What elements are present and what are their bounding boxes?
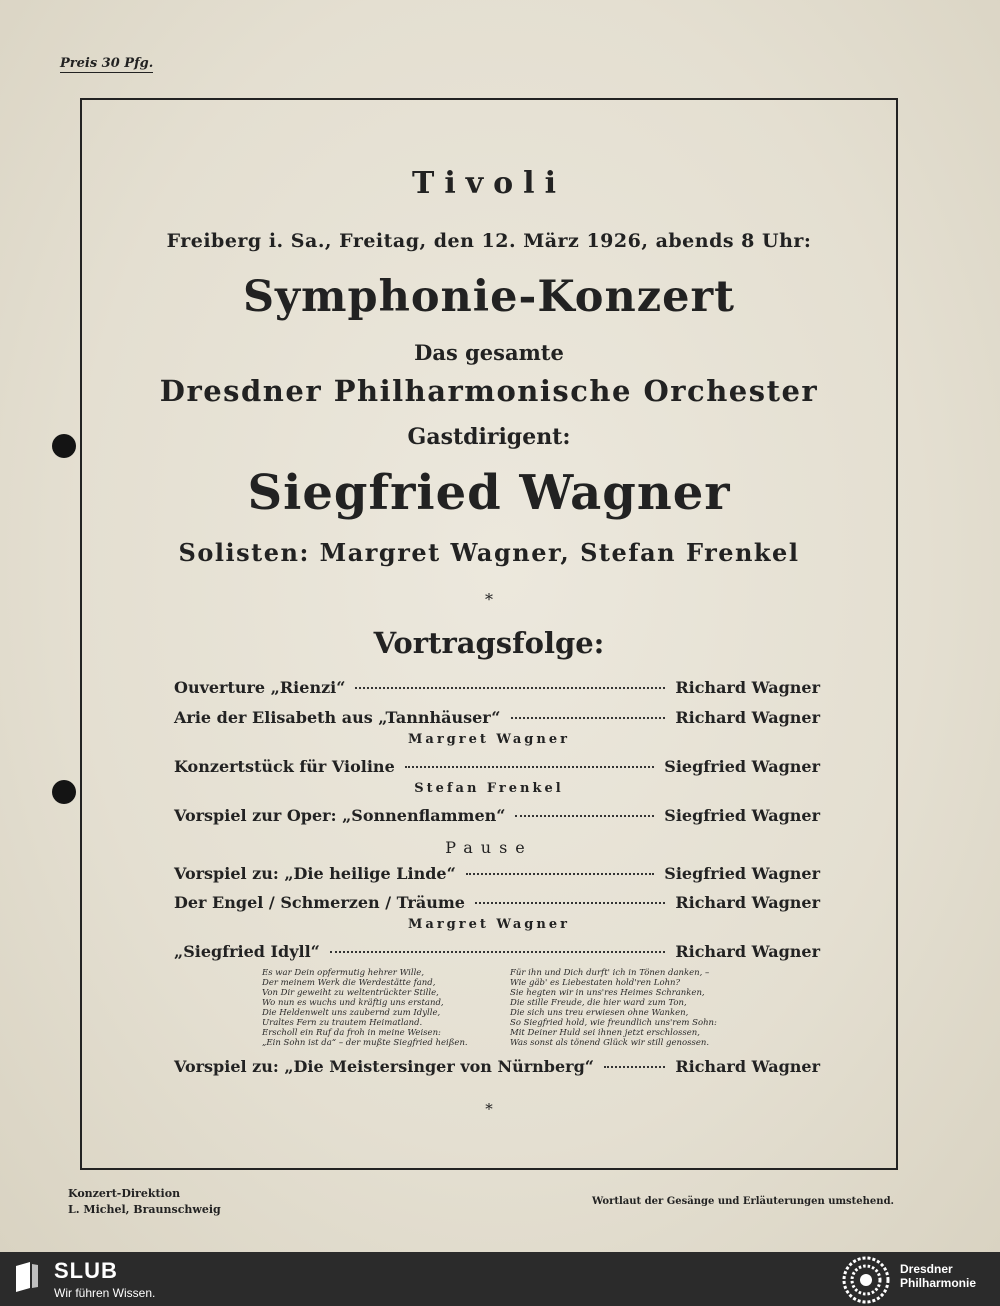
poem-line: Wo nun es wuchs und kräftig uns erstand, (262, 998, 444, 1008)
dot-leader (515, 815, 654, 817)
program-item (174, 864, 820, 883)
program-item-composer: Richard Wagner (675, 1057, 820, 1076)
venue-title: Tivoli (412, 166, 566, 201)
direction-line: L. Michel, Braunschweig (68, 1203, 221, 1216)
poem-line: Es war Dein opfermutig hehrer Wille, (262, 968, 425, 978)
slub-slogan: Wir führen Wissen. (54, 1286, 156, 1300)
footer-note: Wortlaut der Gesänge und Erläuterungen umstehend. (592, 1196, 895, 1207)
slub-name[interactable]: SLUB (54, 1258, 118, 1283)
program-item (174, 757, 820, 776)
program-item-title: Konzertstück für Violine (174, 757, 395, 776)
date-line: Freiberg i. Sa., Freitag, den 12. März 1926, abends 8 Uhr: (166, 230, 812, 252)
poem-line: Die sich uns treu erwiesen ohne Wanken, (510, 1008, 689, 1018)
poem-right (510, 968, 717, 1048)
program-item (174, 678, 820, 697)
dot-leader (405, 766, 655, 768)
direction-line: Konzert-Direktion (68, 1187, 181, 1200)
program-title: Vortragsfolge: (373, 626, 605, 660)
performer-line: Stefan Frenkel (414, 781, 564, 796)
punch-hole-top (52, 434, 76, 458)
poem-line: So Siegfried hold, wie freundlich uns'rem Sohn: (510, 1018, 717, 1028)
poem-line: Der meinem Werk die Werdestätte fand, (262, 978, 436, 988)
philharmonie-line: Dresdner (900, 1262, 953, 1276)
program-item-title: Vorspiel zur Oper: „Sonnenflammen“ (174, 806, 506, 825)
program-item (174, 708, 820, 727)
poem-line: Von Dir geweiht zu weltentrückter Stille, (262, 988, 439, 998)
concert-direction (68, 1186, 221, 1218)
program-item-composer: Siegfried Wagner (664, 806, 820, 825)
punch-hole-bottom (52, 780, 76, 804)
program-item-composer: Siegfried Wagner (664, 864, 820, 883)
program-item-composer: Richard Wagner (675, 942, 820, 961)
philharmonie-line: Philharmonie (900, 1276, 977, 1290)
poem-line: Mit Deiner Huld sei ihnen jetzt erschlossen, (510, 1028, 700, 1038)
separator-star: * (485, 590, 493, 609)
performer-line: Margret Wagner (408, 917, 570, 932)
program-item-title: Vorspiel zu: „Die Meistersinger von Nürnberg“ (174, 1057, 594, 1076)
poem-line: Die stille Freude, die hier ward zum Ton, (510, 998, 687, 1008)
dot-leader (604, 1066, 665, 1068)
philharmonie-name[interactable] (900, 1262, 976, 1290)
poem-line: Die Heldenwelt uns zaubernd zum Idylle, (262, 1008, 441, 1018)
poem-line: Erscholl ein Ruf da froh in meine Weisen: (262, 1028, 441, 1038)
program-item-composer: Richard Wagner (675, 678, 820, 697)
poem-line: Für ihn und Dich durft' ich in Tönen danken, – (510, 968, 710, 978)
poem-line: Wie gäb' es Liebestaten hold'ren Lohn? (510, 978, 681, 988)
pause-label: Pause (445, 838, 533, 857)
program-item-title: Ouverture „Rienzi“ (174, 678, 346, 697)
conductor-name: Siegfried Wagner (247, 465, 731, 521)
program-item-title: Arie der Elisabeth aus „Tannhäuser“ (174, 708, 501, 727)
dot-leader (355, 687, 665, 689)
dot-leader (475, 902, 665, 904)
separator-star: * (485, 1100, 493, 1118)
program-item-composer: Richard Wagner (675, 708, 820, 727)
ensemble-name: Dresdner Philharmonische Orchester (159, 374, 819, 408)
program-item-composer: Siegfried Wagner (664, 757, 820, 776)
dot-leader (466, 873, 655, 875)
ensemble-prefix: Das gesamte (414, 340, 564, 365)
concert-title: Symphonie-Konzert (242, 272, 735, 322)
program-item-title: Vorspiel zu: „Die heilige Linde“ (174, 864, 456, 883)
program-item (174, 806, 820, 825)
price-label: Preis 30 Pfg. (60, 56, 154, 71)
poem-line: Sie hegten wir in uns'res Heimes Schranken, (510, 988, 705, 998)
program-item-title: Der Engel / Schmerzen / Träume (174, 893, 465, 912)
soloists-line: Solisten: Margret Wagner, Stefan Frenkel (178, 538, 800, 567)
poem-line: Was sonst als tönend Glück wir still genossen. (510, 1038, 710, 1048)
program-item (174, 893, 820, 912)
program-item-title: „Siegfried Idyll“ (174, 942, 320, 961)
program-item (174, 942, 820, 961)
poem-left (262, 968, 468, 1048)
dot-leader (511, 717, 666, 719)
poem-line: Uraltes Fern zu trautem Heimatland. (262, 1018, 423, 1028)
philharmonie-logo-icon[interactable] (842, 1256, 890, 1304)
dot-leader (330, 951, 665, 953)
conductor-label: Gastdirigent: (407, 424, 571, 450)
program-item-composer: Richard Wagner (675, 893, 820, 912)
performer-line: Margret Wagner (408, 732, 570, 747)
poem-line: „Ein Sohn ist da“ – der mußte Siegfried heißen. (262, 1038, 468, 1048)
program-item (174, 1057, 820, 1076)
slub-logo-icon[interactable] (14, 1262, 40, 1292)
